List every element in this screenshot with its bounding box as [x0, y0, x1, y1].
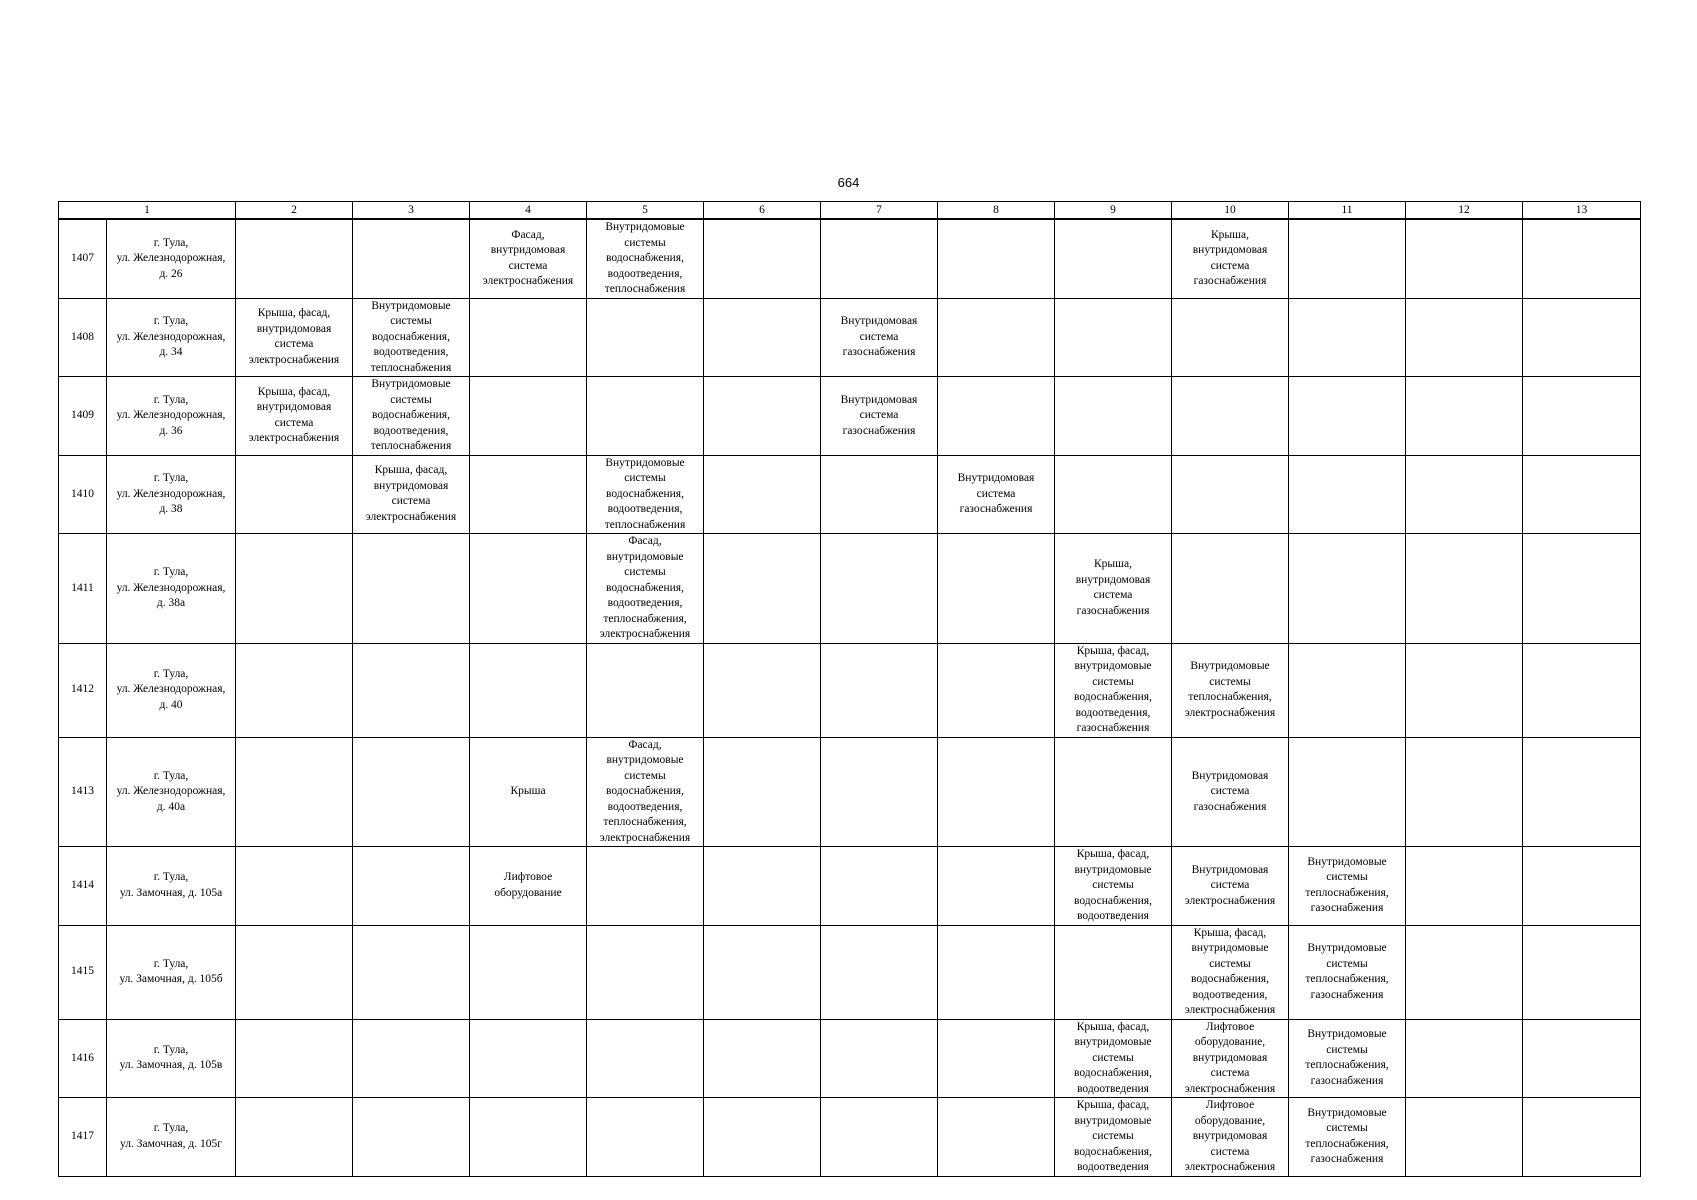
- work-cell: [587, 298, 704, 377]
- work-cell: Крыша, фасад, внутридомовая система электроснабжения: [236, 377, 353, 456]
- work-cell: [1055, 219, 1172, 298]
- work-cell: [821, 847, 938, 926]
- work-cell: [938, 298, 1055, 377]
- work-cell: [1523, 643, 1641, 737]
- column-header: 13: [1523, 202, 1641, 220]
- work-cell: Фасад, внутридомовые системы водоснабжения, водоотведения, теплоснабжения, электроснабжения: [587, 737, 704, 847]
- work-cell: [1406, 847, 1523, 926]
- work-cell: [704, 643, 821, 737]
- row-number: 1412: [59, 643, 107, 737]
- work-cell: [353, 1019, 470, 1098]
- work-cell: [1289, 534, 1406, 644]
- work-cell: [1055, 298, 1172, 377]
- table-row: [59, 643, 1641, 737]
- work-cell: [236, 737, 353, 847]
- work-cell: [938, 847, 1055, 926]
- work-cell: [821, 925, 938, 1019]
- work-cell: [1289, 737, 1406, 847]
- work-cell: [938, 534, 1055, 644]
- work-cell: [587, 925, 704, 1019]
- address-cell: г. Тула, ул. Железнодорожная, д. 40а: [107, 737, 236, 847]
- work-cell: [1406, 737, 1523, 847]
- row-number: 1416: [59, 1019, 107, 1098]
- column-header: 8: [938, 202, 1055, 220]
- work-cell: [1406, 643, 1523, 737]
- work-cell: [470, 925, 587, 1019]
- work-cell: [1523, 534, 1641, 644]
- table-row: [59, 1019, 1641, 1098]
- work-cell: [938, 1019, 1055, 1098]
- work-cell: [704, 219, 821, 298]
- work-cell: [938, 377, 1055, 456]
- work-cell: [587, 1098, 704, 1177]
- address-cell: г. Тула, ул. Железнодорожная, д. 38: [107, 455, 236, 534]
- work-cell: Крыша, фасад, внутридомовые системы водоснабжения, водоотведения: [1055, 1019, 1172, 1098]
- work-cell: [704, 455, 821, 534]
- work-cell: Фасад, внутридомовые системы водоснабжения, водоотведения, теплоснабжения, электроснабжения: [587, 534, 704, 644]
- work-cell: Внутридомовая система электроснабжения: [1172, 847, 1289, 926]
- work-cell: [236, 925, 353, 1019]
- work-cell: [1172, 455, 1289, 534]
- row-number: 1415: [59, 925, 107, 1019]
- work-cell: Крыша: [470, 737, 587, 847]
- work-cell: [821, 534, 938, 644]
- work-cell: [704, 847, 821, 926]
- work-cell: Крыша, фасад, внутридомовые системы водоснабжения, водоотведения: [1055, 847, 1172, 926]
- work-cell: [1406, 534, 1523, 644]
- work-cell: [704, 925, 821, 1019]
- address-cell: г. Тула, ул. Железнодорожная, д. 38а: [107, 534, 236, 644]
- work-cell: Крыша, фасад, внутридомовые системы водоснабжения, водоотведения: [1055, 1098, 1172, 1177]
- address-cell: г. Тула, ул. Замочная, д. 105б: [107, 925, 236, 1019]
- work-cell: Крыша, фасад, внутридомовые системы водоснабжения, водоотведения, газоснабжения: [1055, 643, 1172, 737]
- work-cell: [1406, 1019, 1523, 1098]
- work-cell: [353, 534, 470, 644]
- work-cell: [821, 643, 938, 737]
- work-cell: [1289, 643, 1406, 737]
- work-cell: [1406, 925, 1523, 1019]
- table-row: [59, 219, 1641, 298]
- table-row: [59, 534, 1641, 644]
- column-header: 5: [587, 202, 704, 220]
- work-cell: [587, 847, 704, 926]
- table-row: [59, 377, 1641, 456]
- row-number: 1410: [59, 455, 107, 534]
- work-cell: [470, 455, 587, 534]
- table-row: [59, 737, 1641, 847]
- address-cell: г. Тула, ул. Железнодорожная, д. 26: [107, 219, 236, 298]
- work-cell: [470, 534, 587, 644]
- table-row: [59, 1098, 1641, 1177]
- work-cell: Внутридомовые системы водоснабжения, водоотведения, теплоснабжения: [587, 455, 704, 534]
- table-row: [59, 847, 1641, 926]
- row-number: 1413: [59, 737, 107, 847]
- work-cell: [353, 925, 470, 1019]
- work-cell: [1055, 925, 1172, 1019]
- work-cell: [470, 1019, 587, 1098]
- address-cell: г. Тула, ул. Замочная, д. 105г: [107, 1098, 236, 1177]
- work-cell: [236, 847, 353, 926]
- work-cell: Внутридомовые системы теплоснабжения, газоснабжения: [1289, 925, 1406, 1019]
- work-cell: [236, 534, 353, 644]
- work-cell: Крыша, фасад, внутридомовая система электроснабжения: [353, 455, 470, 534]
- address-cell: г. Тула, ул. Замочная, д. 105а: [107, 847, 236, 926]
- work-cell: [470, 377, 587, 456]
- work-cell: [1523, 737, 1641, 847]
- column-header: 11: [1289, 202, 1406, 220]
- work-cell: Лифтовое оборудование: [470, 847, 587, 926]
- work-cell: [1523, 219, 1641, 298]
- work-cell: Внутридомовые системы водоснабжения, водоотведения, теплоснабжения: [587, 219, 704, 298]
- work-cell: [1055, 737, 1172, 847]
- work-cell: Внутридомовая система газоснабжения: [938, 455, 1055, 534]
- work-cell: [236, 1098, 353, 1177]
- work-cell: [1406, 377, 1523, 456]
- work-cell: [353, 219, 470, 298]
- column-header: 6: [704, 202, 821, 220]
- work-cell: [236, 643, 353, 737]
- work-cell: [1172, 377, 1289, 456]
- work-cell: [1523, 847, 1641, 926]
- work-cell: Внутридомовые системы теплоснабжения, электроснабжения: [1172, 643, 1289, 737]
- work-cell: [470, 643, 587, 737]
- column-header: 2: [236, 202, 353, 220]
- work-cell: [236, 455, 353, 534]
- row-number: 1408: [59, 298, 107, 377]
- table-row: [59, 925, 1641, 1019]
- work-cell: [1172, 298, 1289, 377]
- work-cell: [821, 1019, 938, 1098]
- work-cell: [1172, 534, 1289, 644]
- work-cell: [821, 219, 938, 298]
- work-cell: [587, 377, 704, 456]
- table-row: [59, 455, 1641, 534]
- repair-schedule-table: [58, 201, 1641, 1177]
- work-cell: [1523, 377, 1641, 456]
- work-cell: [470, 1098, 587, 1177]
- work-cell: [1406, 298, 1523, 377]
- work-cell: Внутридомовые системы водоснабжения, водоотведения, теплоснабжения: [353, 298, 470, 377]
- work-cell: Крыша, фасад, внутридомовая система электроснабжения: [236, 298, 353, 377]
- row-number: 1417: [59, 1098, 107, 1177]
- work-cell: [1055, 455, 1172, 534]
- work-cell: Лифтовое оборудование, внутридомовая система электроснабжения: [1172, 1098, 1289, 1177]
- work-cell: [821, 737, 938, 847]
- header-row: [59, 202, 1641, 220]
- column-header: 10: [1172, 202, 1289, 220]
- work-cell: [704, 1098, 821, 1177]
- work-cell: Внутридомовая система газоснабжения: [821, 298, 938, 377]
- row-number: 1407: [59, 219, 107, 298]
- work-cell: [1406, 455, 1523, 534]
- page-number: 664: [837, 175, 860, 190]
- work-cell: [938, 737, 1055, 847]
- work-cell: [1523, 455, 1641, 534]
- work-cell: [938, 219, 1055, 298]
- column-header: 1: [59, 202, 236, 220]
- work-cell: Внутридомовая система газоснабжения: [821, 377, 938, 456]
- work-cell: [1289, 219, 1406, 298]
- work-cell: [704, 377, 821, 456]
- work-cell: Внутридомовые системы теплоснабжения, газоснабжения: [1289, 847, 1406, 926]
- column-header: 3: [353, 202, 470, 220]
- work-cell: Внутридомовые системы водоснабжения, водоотведения, теплоснабжения: [353, 377, 470, 456]
- work-cell: [704, 737, 821, 847]
- work-cell: [1523, 298, 1641, 377]
- work-cell: Внутридомовая система газоснабжения: [1172, 737, 1289, 847]
- work-cell: [1523, 1098, 1641, 1177]
- work-cell: [938, 925, 1055, 1019]
- work-cell: [1289, 298, 1406, 377]
- column-header: 4: [470, 202, 587, 220]
- work-cell: Внутридомовые системы теплоснабжения, газоснабжения: [1289, 1098, 1406, 1177]
- work-cell: [1523, 1019, 1641, 1098]
- work-cell: [236, 1019, 353, 1098]
- work-cell: Лифтовое оборудование, внутридомовая система электроснабжения: [1172, 1019, 1289, 1098]
- work-cell: [938, 643, 1055, 737]
- work-cell: Крыша, внутридомовая система газоснабжения: [1055, 534, 1172, 644]
- work-cell: Крыша, фасад, внутридомовые системы водоснабжения, водоотведения, электроснабжения: [1172, 925, 1289, 1019]
- work-cell: [1406, 219, 1523, 298]
- table-row: [59, 298, 1641, 377]
- work-cell: [353, 1098, 470, 1177]
- work-cell: [1523, 925, 1641, 1019]
- row-number: 1414: [59, 847, 107, 926]
- work-cell: [704, 298, 821, 377]
- work-cell: Крыша, внутридомовая система газоснабжения: [1172, 219, 1289, 298]
- row-number: 1411: [59, 534, 107, 644]
- work-cell: [587, 643, 704, 737]
- address-cell: г. Тула, ул. Железнодорожная, д. 40: [107, 643, 236, 737]
- work-cell: [938, 1098, 1055, 1177]
- work-cell: [1055, 377, 1172, 456]
- work-cell: [1289, 455, 1406, 534]
- work-cell: [236, 219, 353, 298]
- work-cell: [704, 1019, 821, 1098]
- row-number: 1409: [59, 377, 107, 456]
- work-cell: [821, 1098, 938, 1177]
- work-cell: Фасад, внутридомовая система электроснабжения: [470, 219, 587, 298]
- work-cell: [1406, 1098, 1523, 1177]
- address-cell: г. Тула, ул. Замочная, д. 105в: [107, 1019, 236, 1098]
- address-cell: г. Тула, ул. Железнодорожная, д. 36: [107, 377, 236, 456]
- work-cell: [704, 534, 821, 644]
- work-cell: [587, 1019, 704, 1098]
- column-header: 12: [1406, 202, 1523, 220]
- work-cell: [821, 455, 938, 534]
- work-cell: [353, 847, 470, 926]
- column-header: 7: [821, 202, 938, 220]
- work-cell: [353, 737, 470, 847]
- work-cell: [470, 298, 587, 377]
- work-cell: Внутридомовые системы теплоснабжения, газоснабжения: [1289, 1019, 1406, 1098]
- column-header: 9: [1055, 202, 1172, 220]
- work-cell: [353, 643, 470, 737]
- address-cell: г. Тула, ул. Железнодорожная, д. 34: [107, 298, 236, 377]
- work-cell: [1289, 377, 1406, 456]
